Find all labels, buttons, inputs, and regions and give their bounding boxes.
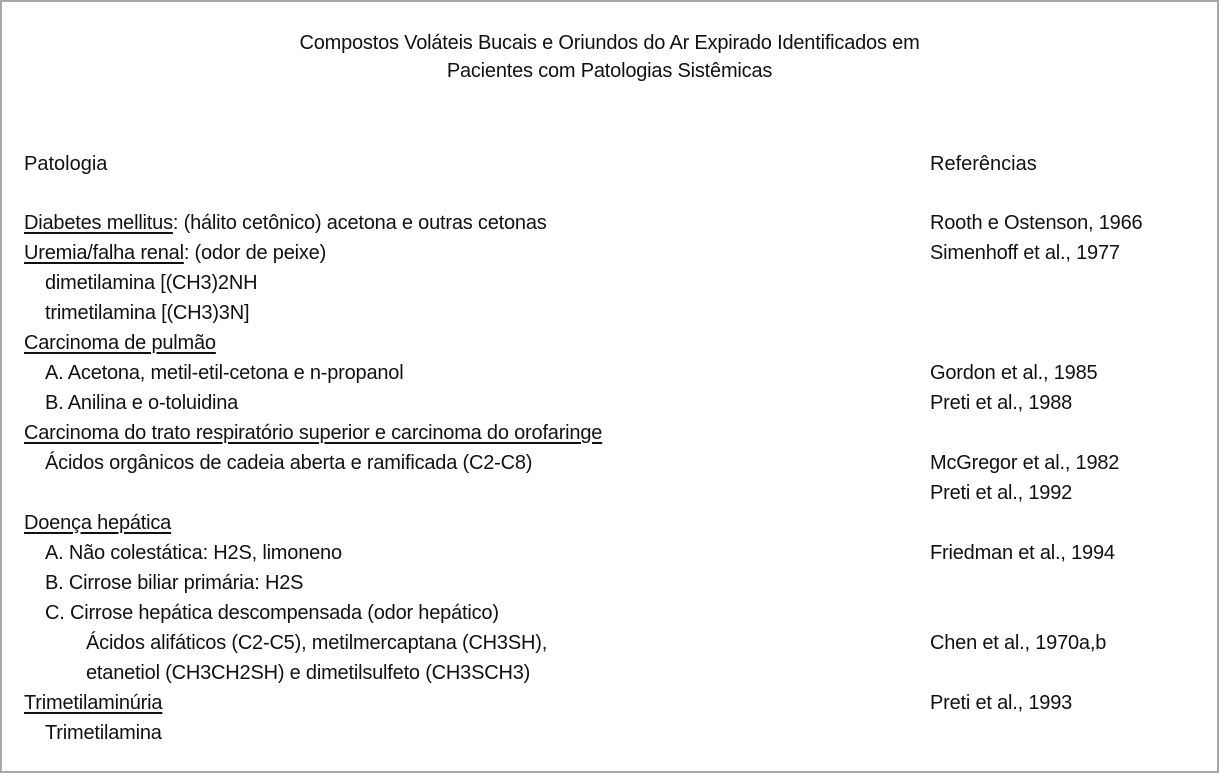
compound-text: : (hálito cetônico) acetona e outras cetonas bbox=[172, 212, 547, 234]
table-row bbox=[0, 722, 1219, 752]
compound-text: Trimetilamina bbox=[45, 722, 162, 744]
reference: Simenhoff et al., 1977 bbox=[930, 242, 1120, 264]
compound-text: Ácidos orgânicos de cadeia aberta e ramificada (C2-C8) bbox=[45, 452, 533, 474]
compound-text: B. Anilina e o-toluidina bbox=[45, 392, 239, 414]
table-row bbox=[0, 572, 1219, 602]
column-header-patologia: Patologia bbox=[24, 153, 108, 175]
pathology-text bbox=[24, 212, 547, 235]
table-row bbox=[0, 452, 1219, 482]
pathology-text bbox=[45, 572, 303, 595]
compound-text: etanetiol (CH3CH2SH) e dimetilsulfeto (CH3SCH3) bbox=[86, 662, 531, 684]
pathology-heading: Carcinoma de pulmão bbox=[24, 332, 216, 354]
pathology-text bbox=[45, 302, 249, 325]
pathology-text bbox=[45, 542, 342, 565]
table-row bbox=[0, 482, 1219, 512]
table-row bbox=[0, 632, 1219, 662]
table-row bbox=[0, 332, 1219, 362]
reference: Gordon et al., 1985 bbox=[930, 362, 1098, 384]
table-row bbox=[0, 692, 1219, 722]
pathology-text bbox=[45, 392, 238, 415]
table-row bbox=[0, 512, 1219, 542]
compound-text: C. Cirrose hepática descompensada (odor hepático) bbox=[45, 602, 499, 624]
compound-text: A. Não colestática: H2S, limoneno bbox=[45, 542, 342, 564]
reference: Friedman et al., 1994 bbox=[930, 542, 1115, 564]
pathology-text bbox=[45, 602, 499, 625]
table-row bbox=[0, 362, 1219, 392]
reference: McGregor et al., 1982 bbox=[930, 452, 1120, 474]
table-row bbox=[0, 602, 1219, 632]
table-row bbox=[0, 542, 1219, 572]
pathology-heading: Carcinoma do trato respiratório superior e carcinoma do orofaringe bbox=[24, 422, 603, 444]
reference: Rooth e Ostenson, 1966 bbox=[930, 212, 1143, 234]
reference: Chen et al., 1970a,b bbox=[930, 632, 1107, 654]
pathology-text bbox=[45, 722, 162, 745]
reference: Preti et al., 1993 bbox=[930, 692, 1073, 714]
pathology-text bbox=[24, 242, 326, 265]
compound-text: Ácidos alifáticos (C2-C5), metilmercaptana (CH3SH), bbox=[86, 632, 548, 654]
compound-text: B. Cirrose biliar primária: H2S bbox=[45, 572, 304, 594]
pathology-text bbox=[24, 422, 602, 445]
pathology-heading: Trimetilaminúria bbox=[24, 692, 163, 714]
pathology-text bbox=[45, 272, 257, 295]
pathology-heading: Diabetes mellitus bbox=[24, 212, 173, 234]
table-row bbox=[0, 662, 1219, 692]
compound-text: A. Acetona, metil-etil-cetona e n-propanol bbox=[45, 362, 404, 384]
pathology-text bbox=[86, 632, 547, 655]
pathology-text bbox=[86, 662, 530, 685]
pathology-text bbox=[45, 362, 403, 385]
title-line-2: Pacientes com Patologias Sistêmicas bbox=[446, 60, 773, 82]
table-row bbox=[0, 422, 1219, 452]
pathology-text bbox=[24, 512, 171, 535]
pathology-text bbox=[45, 452, 532, 475]
table-row bbox=[0, 302, 1219, 332]
pathology-heading: Doença hepática bbox=[24, 512, 172, 534]
table-row bbox=[0, 272, 1219, 302]
table-row bbox=[0, 392, 1219, 422]
reference: Preti et al., 1988 bbox=[930, 392, 1073, 414]
pathology-text bbox=[24, 332, 216, 355]
compound-text: : (odor de peixe) bbox=[183, 242, 327, 264]
table-row bbox=[0, 212, 1219, 242]
table-row bbox=[0, 242, 1219, 272]
pathology-heading: Uremia/falha renal bbox=[24, 242, 184, 264]
pathology-text bbox=[24, 692, 162, 715]
column-header-referencias: Referências bbox=[930, 153, 1037, 175]
title-line-1: Compostos Voláteis Bucais e Oriundos do Ar Expirado Identificados em bbox=[299, 32, 920, 54]
reference: Preti et al., 1992 bbox=[930, 482, 1073, 504]
compound-text: trimetilamina [(CH3)3N] bbox=[45, 302, 250, 324]
compound-text: dimetilamina [(CH3)2NH bbox=[45, 272, 258, 294]
